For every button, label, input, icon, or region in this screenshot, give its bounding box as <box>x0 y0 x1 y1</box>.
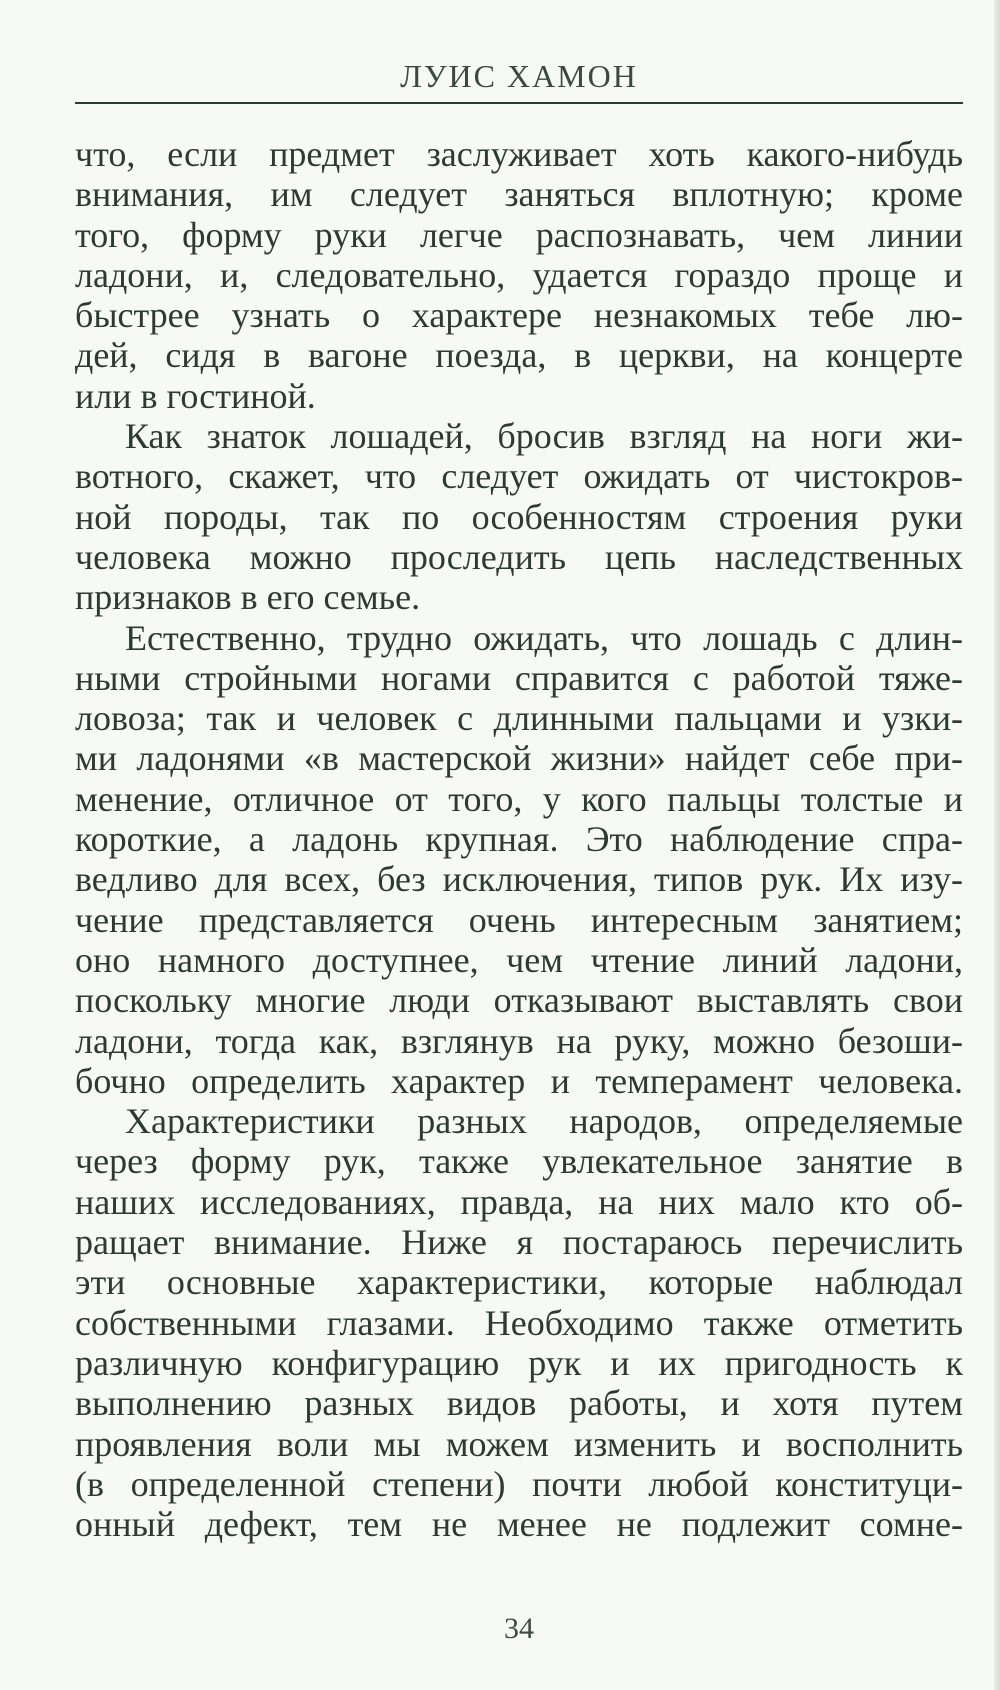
paragraph-3 <box>75 618 963 1102</box>
text-line: ными стройными ногами справится с работой тяже- <box>75 657 963 698</box>
text-line: того, форму руки легче распознавать, чем линии <box>75 214 963 255</box>
text-line: ведливо для всех, без исключения, типов рук. Их изу- <box>75 859 963 900</box>
page-edge-shadow <box>994 0 1000 1690</box>
text-line: дей, сидя в вагоне поезда, в церкви, на концерте <box>75 335 963 376</box>
text-line: ной породы, так по особенностям строения руки <box>75 496 963 537</box>
text-line: онный дефект, тем не менее не подлежит сомне- <box>75 1504 963 1545</box>
paragraph-4 <box>75 1101 963 1544</box>
text-line: поскольку многие люди отказывают выставлять свои <box>75 980 963 1021</box>
text-line: или в гостиной. <box>75 375 316 416</box>
header-rule <box>75 102 963 104</box>
paragraph-1 <box>75 134 963 416</box>
text-line: эти основные характеристики, которые наблюдал <box>75 1262 963 1303</box>
text-line: быстрее узнать о характере незнакомых тебе лю- <box>75 295 963 336</box>
text-line: вотного, скажет, что следует ожидать от чистокров- <box>75 456 963 497</box>
text-line: человека можно проследить цепь наследственных <box>75 536 963 577</box>
text-line: ми ладонями «в мастерской жизни» найдет себе при- <box>75 738 963 779</box>
page-number: 34 <box>504 1612 534 1645</box>
paragraph-2 <box>75 416 963 617</box>
text-line: ловоза; так и человек с длинными пальцами и узки- <box>75 698 963 739</box>
text-line: ладони, тогда как, взглянув на руку, можно безоши- <box>75 1020 963 1061</box>
text-line: различную конфигурацию рук и их пригодность к <box>75 1342 963 1383</box>
text-line: Характеристики разных народов, определяемые <box>125 1101 963 1142</box>
body-text <box>75 134 963 1544</box>
text-line: внимания, им следует заняться вплотную; кроме <box>75 174 963 215</box>
text-line: короткие, а ладонь крупная. Это наблюдение спра- <box>75 819 963 860</box>
text-line: проявления воли мы можем изменить и восполнить <box>75 1423 963 1464</box>
text-line: бочно определить характер и темперамент человека. <box>75 1060 963 1101</box>
text-line: чение представляется очень интересным занятием; <box>75 899 963 940</box>
text-line: через форму рук, также увлекательное занятие в <box>75 1141 963 1182</box>
text-line: ладони, и, следовательно, удается гораздо проще и <box>75 254 963 295</box>
text-line: Как знаток лошадей, бросив взгляд на ноги жи- <box>125 416 963 457</box>
text-line: Естественно, трудно ожидать, что лошадь с длин- <box>125 617 963 658</box>
text-line: (в определенной степени) почти любой конституци- <box>75 1463 963 1504</box>
text-line: что, если предмет заслуживает хоть какого-нибудь <box>75 134 963 174</box>
text-line: наших исследованиях, правда, на них мало кто об- <box>75 1181 963 1222</box>
text-line: ращает внимание. Ниже я постараюсь перечислить <box>75 1222 963 1263</box>
text-line: выполнению разных видов работы, и хотя путем <box>75 1383 963 1424</box>
text-line: признаков в его семье. <box>75 577 421 618</box>
text-line: собственными глазами. Необходимо также отметить <box>75 1302 963 1343</box>
running-head: ЛУИС ХАМОН <box>400 58 638 94</box>
text-line: менение, отличное от того, у кого пальцы толстые и <box>75 778 963 819</box>
text-line: оно намного доступнее, чем чтение линий ладони, <box>75 939 963 980</box>
